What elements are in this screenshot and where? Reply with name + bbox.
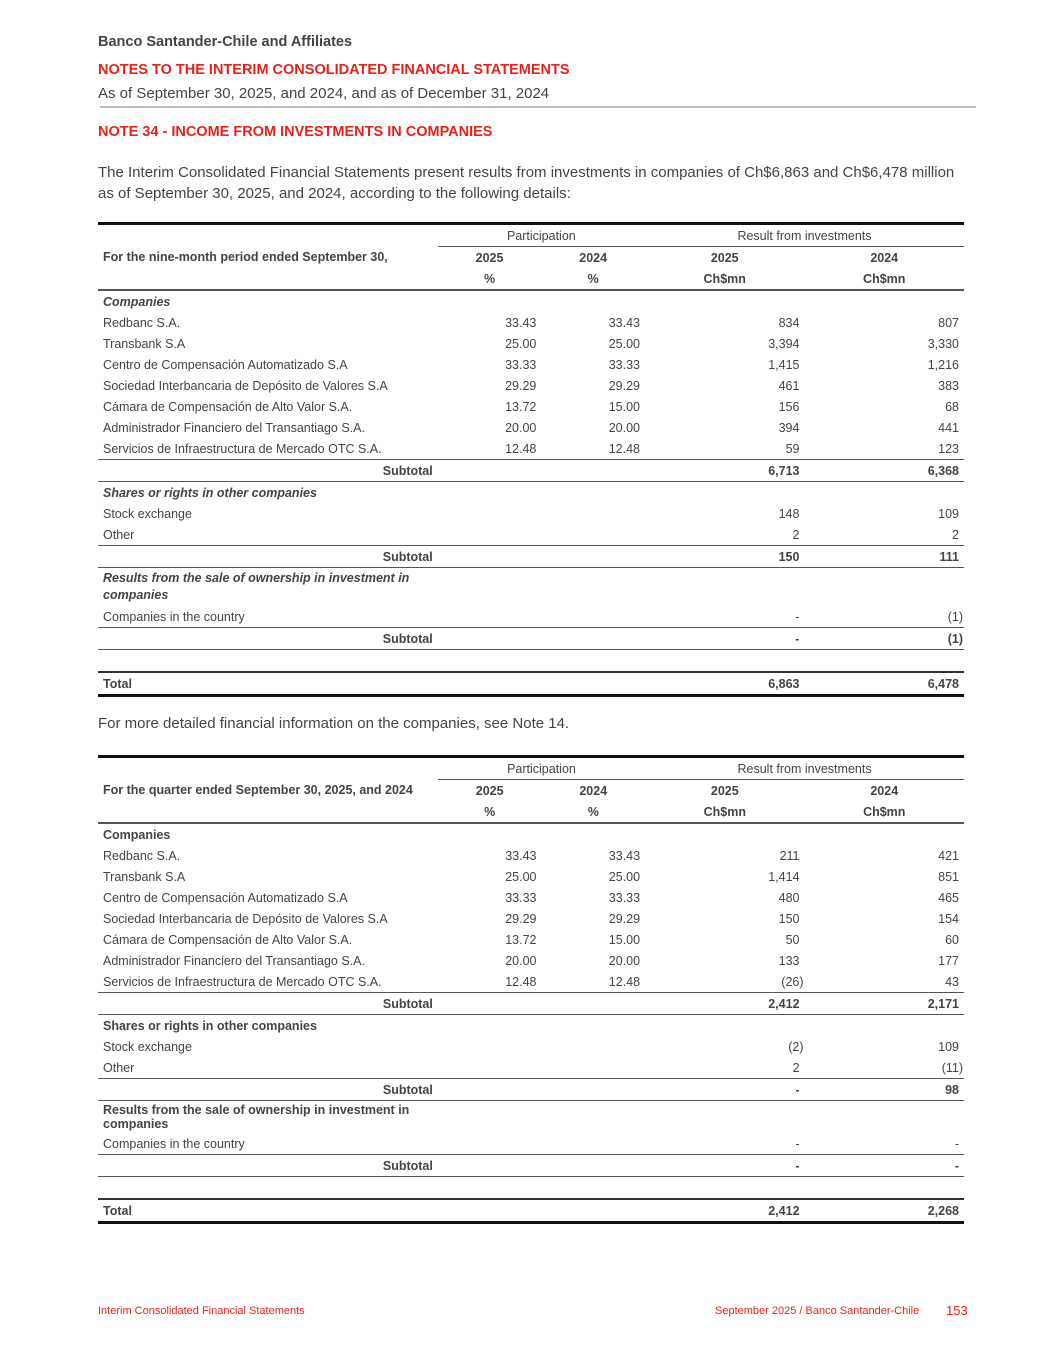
page-number: 153 <box>946 1303 968 1318</box>
section-companies: Companies <box>103 827 171 842</box>
total-row: Total 2,412 2,268 <box>98 1199 964 1223</box>
table-row: Stock exchange (2) 109 <box>103 1039 959 1054</box>
intro-paragraph: The Interim Consolidated Financial Statements present results from investments in companies of Ch$6,863 and Ch$6,478 million as of September 30, 2025, and 2024, according to the following details: <box>98 164 955 202</box>
table-row: Stock exchange 148 109 <box>103 506 959 521</box>
table-row: Transbank S.A 25.00 25.00 3,394 3,330 <box>103 336 959 351</box>
unit-header: % <box>438 268 542 290</box>
subtotal-row: Subtotal 2,412 2,171 <box>98 993 964 1015</box>
section-sale: Results from the sale of ownership in investment in companies <box>103 1103 410 1131</box>
section-shares: Shares or rights in other companies <box>103 485 317 500</box>
table-row: Centro de Compensación Automatizado S.A 33.33 33.33 1,415 1,216 <box>103 357 959 372</box>
year-header: 2024 <box>579 783 608 798</box>
company-name: Banco Santander-Chile and Affiliates <box>98 34 353 50</box>
table-row: Transbank S.A 25.00 25.00 1,414 851 <box>103 869 959 884</box>
subtotal-row: Subtotal 150 111 <box>98 546 964 568</box>
notes-title: NOTES TO THE INTERIM CONSOLIDATED FINANCIAL STATEMENTS <box>98 62 570 78</box>
table-row: Administrador Financiero del Transantiago S.A. 20.00 20.00 394 441 <box>103 420 959 435</box>
year-header: 2025 <box>475 250 504 265</box>
section-companies: Companies <box>103 294 171 309</box>
table-row: Redbanc S.A. 33.43 33.43 211 421 <box>103 848 959 863</box>
year-header: 2025 <box>710 250 739 265</box>
unit-header: % <box>541 268 645 290</box>
footer-document-title: Interim Consolidated Financial Statements <box>98 1305 305 1317</box>
year-header: 2025 <box>710 783 739 798</box>
table-row: Centro de Compensación Automatizado S.A 33.33 33.33 480 465 <box>103 890 959 905</box>
participation-header: Participation <box>438 225 645 247</box>
unit-header: % <box>438 801 542 823</box>
table-row: Redbanc S.A. 33.43 33.43 834 807 <box>103 315 959 330</box>
header-divider <box>100 106 976 108</box>
table-row: Cámara de Compensación de Alto Valor S.A. 13.72 15.00 156 68 <box>103 399 959 414</box>
quarter-table <box>98 755 964 1224</box>
participation-header: Participation <box>438 758 645 780</box>
subtotal-row: Subtotal 6,713 6,368 <box>98 460 964 482</box>
table-row: Companies in the country - (1) <box>98 606 964 628</box>
result-header: Result from investments <box>645 225 964 247</box>
subtotal-row: Subtotal - 98 <box>98 1079 964 1101</box>
footer-date-bank: September 2025 / Banco Santander-Chile <box>715 1305 920 1317</box>
section-shares: Shares or rights in other companies <box>103 1018 317 1033</box>
table-row: Other 2 2 <box>98 524 964 546</box>
table-row: Sociedad Interbancaria de Depósito de Valores S.A 29.29 29.29 150 154 <box>103 911 959 926</box>
subtotal-row: Subtotal - - <box>98 1155 964 1177</box>
as-of-date: As of September 30, 2025, and 2024, and as of December 31, 2024 <box>98 85 550 102</box>
table-row: Administrador Financiero del Transantiago S.A. 20.00 20.00 133 177 <box>103 953 959 968</box>
result-header: Result from investments <box>645 758 964 780</box>
year-header: 2024 <box>870 783 899 798</box>
period-label: For the quarter ended September 30, 2025, and 2024 <box>103 783 413 798</box>
table-row: Servicios de Infraestructura de Mercado OTC S.A. 12.48 12.48 59 123 <box>98 438 964 460</box>
unit-header: Ch$mn <box>645 801 804 823</box>
note-title: NOTE 34 - INCOME FROM INVESTMENTS IN COMPANIES <box>98 124 493 140</box>
table-row: Cámara de Compensación de Alto Valor S.A. 13.72 15.00 50 60 <box>103 932 959 947</box>
subtotal-row: Subtotal - (1) <box>98 628 964 650</box>
table-row: Companies in the country - - <box>98 1133 964 1155</box>
unit-header: Ch$mn <box>645 268 804 290</box>
unit-header: Ch$mn <box>804 268 964 290</box>
table-row: Other 2 (11) <box>98 1057 964 1079</box>
total-row: Total 6,863 6,478 <box>98 672 964 696</box>
year-header: 2024 <box>579 250 608 265</box>
unit-header: Ch$mn <box>805 801 964 823</box>
year-header: 2025 <box>475 783 504 798</box>
period-label: For the nine-month period ended September 30, <box>103 250 388 265</box>
note-reference: For more detailed financial information on the companies, see Note 14. <box>98 715 570 732</box>
table-row: Servicios de Infraestructura de Mercado OTC S.A. 12.48 12.48 (26) 43 <box>98 971 964 993</box>
nine-month-table <box>98 222 964 697</box>
unit-header: % <box>541 801 645 823</box>
year-header: 2024 <box>870 250 899 265</box>
section-sale: Results from the sale of ownership in investment in companies <box>103 571 410 602</box>
table-row: Sociedad Interbancaria de Depósito de Valores S.A 29.29 29.29 461 383 <box>103 378 959 393</box>
